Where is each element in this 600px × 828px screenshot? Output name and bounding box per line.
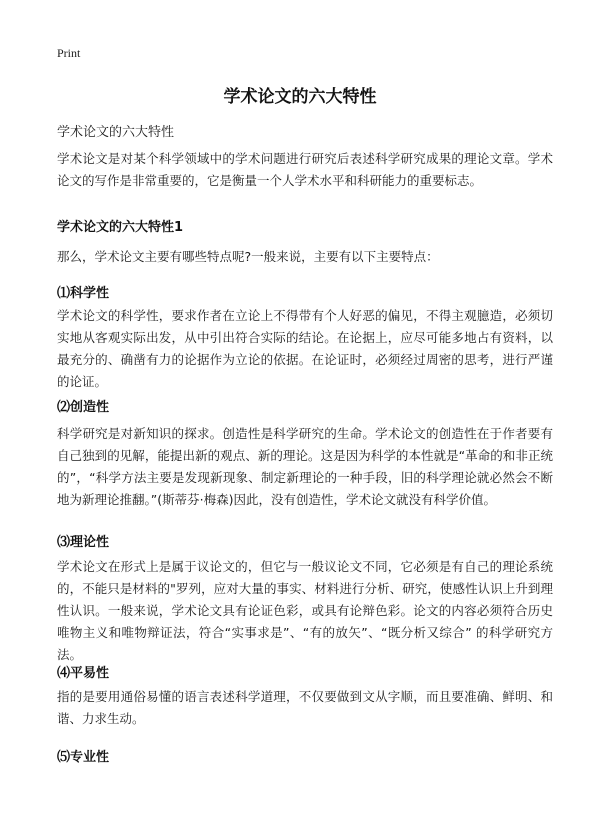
section-text-plain: 指的是要用通俗易懂的语言表述科学道理，不仅要做到文从字顺，而且要准确、鲜明、和谐、力求生动。 <box>57 689 553 726</box>
section-text-creative: 科学研究是对新知识的探求。创造性是科学研究的生命。学术论文的创造性在于作者要有自己独到的见解，能提出新的观点、新的理论。这是因为科学的本性就是“革命的和非正统的”，“科学方法主要是发现新现象、制定新理论的一种手段，旧的科学理论就必然会不断地为新理论推翻。”(斯蒂芬·梅森)因此，没有创造性，学术论文就没有科学价值。 <box>57 426 553 507</box>
page-title: 学术论文的六大特性 <box>223 87 377 107</box>
section-heading-theoretical: ⑶理论性 <box>57 535 110 550</box>
section-heading-professional: ⑸专业性 <box>57 750 110 765</box>
intro-paragraph: 学术论文是对某个科学领域中的学术问题进行研究后表述科学研究成果的理论文章。学术论文的写作是非常重要的，它是衡量一个人学术水平和科研能力的重要标志。 <box>57 151 553 188</box>
section-heading-creative: ⑵创造性 <box>57 400 110 415</box>
section-text-scientific: 学术论文的科学性，要求作者在立论上不得带有个人好恶的偏见，不得主观臆造，必须切实地从客观实际出发，从中引出符合实际的结论。在论据上，应尽可能多地占有资料，以最充分的、确凿有力的论据作为立论的依据。在论证时，必须经过周密的思考，进行严谨的论证。 <box>57 308 553 389</box>
section-heading-main: 学术论文的六大特性1 <box>57 220 184 235</box>
article-subtitle: 学术论文的六大特性 <box>57 125 175 140</box>
section-intro-paragraph: 那么，学术论文主要有哪些特点呢?一般来说，主要有以下主要特点： <box>57 249 439 264</box>
print-link[interactable]: Print <box>57 46 81 60</box>
section-text-theoretical: 学术论文在形式上是属于议论文的，但它与一般议论文不同，它必须是有自己的理论系统的，不能只是材料的"罗列，应对大量的事实、材料进行分析、研究，使感性认识上升到理性认识。一般来说，学术论文具有论证色彩，或具有论辩色彩。论文的内容必须符合历史唯物主义和唯物辩证法，符合“实事求是”、“有的放矢”、“既分析又综合” 的科学研究方法。 <box>57 559 553 662</box>
section-heading-scientific: ⑴科学性 <box>57 286 110 301</box>
section-heading-plain: ⑷平易性 <box>57 666 110 681</box>
